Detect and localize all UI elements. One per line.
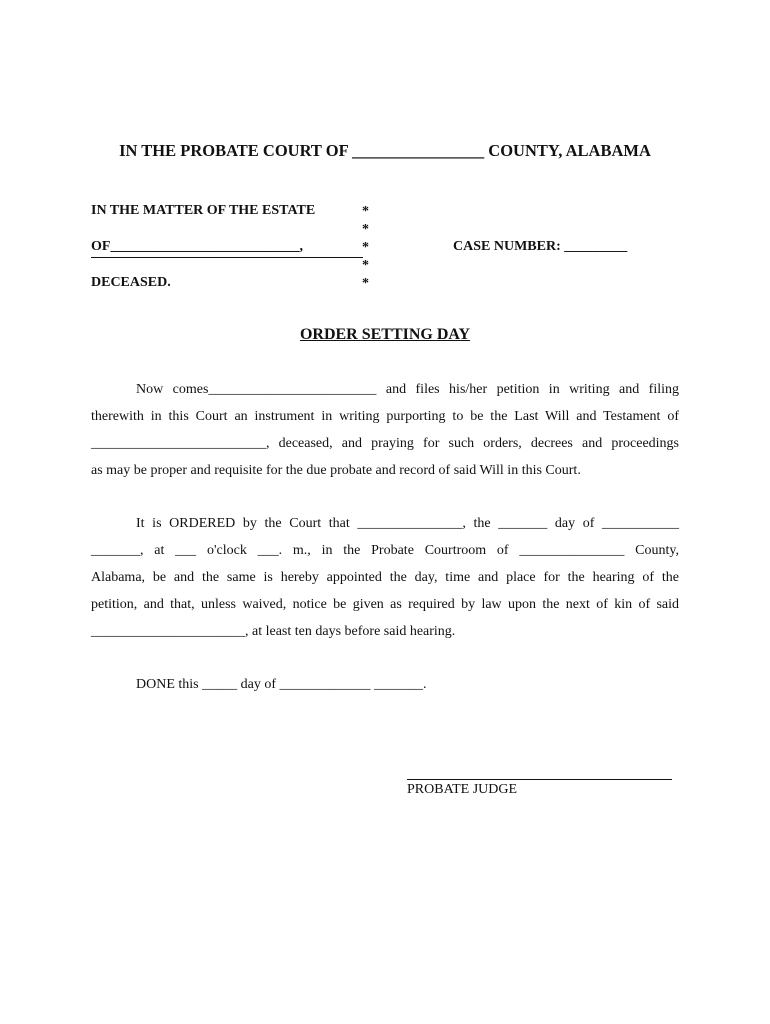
done-paragraph (91, 671, 679, 698)
petition-paragraph (91, 376, 679, 484)
paragraph-line: ______________________, at least ten days before said hearing. (91, 624, 456, 639)
paragraph-line: petition, and that, unless waived, notice be given as required by law upon the next of kin of said (91, 597, 679, 612)
paragraph-line: Alabama, be and the same is hereby appointed the day, time and place for the hearing of the (91, 570, 679, 585)
paragraph-line: as may be proper and requisite for the due probate and record of said Will in this Court. (91, 463, 581, 478)
caption-blank-line (91, 257, 363, 258)
signature-label: PROBATE JUDGE (407, 782, 518, 797)
paragraph-line: _________________________, deceased, and praying for such orders, decrees and proceedings (91, 436, 679, 451)
court-title: IN THE PROBATE COURT OF ________________ COUNTY, ALABAMA (119, 141, 651, 160)
caption-of-line: OF___________________________, (91, 239, 303, 254)
order-title: ORDER SETTING DAY (299, 326, 471, 343)
case-number-field: CASE NUMBER: _________ (453, 239, 628, 254)
caption-matter: IN THE MATTER OF THE ESTATE (91, 203, 316, 218)
caption-deceased: DECEASED. (91, 275, 171, 290)
order-paragraph (91, 510, 679, 645)
paragraph-line: _______, at ___ o'clock ___. m., in the Probate Courtroom of _______________ County, (91, 543, 679, 558)
paragraph-line: Now comes________________________ and files his/her petition in writing and filing (136, 382, 679, 397)
done-line: DONE this _____ day of _____________ _______. (136, 677, 427, 692)
signature-line (407, 779, 672, 780)
paragraph-line: therewith in this Court an instrument in writing purporting to be the Last Will and Testament of (91, 409, 679, 424)
caption-asterisks: * * * * * (362, 204, 369, 291)
paragraph-line: It is ORDERED by the Court that _______________, the _______ day of ___________ (136, 516, 679, 531)
